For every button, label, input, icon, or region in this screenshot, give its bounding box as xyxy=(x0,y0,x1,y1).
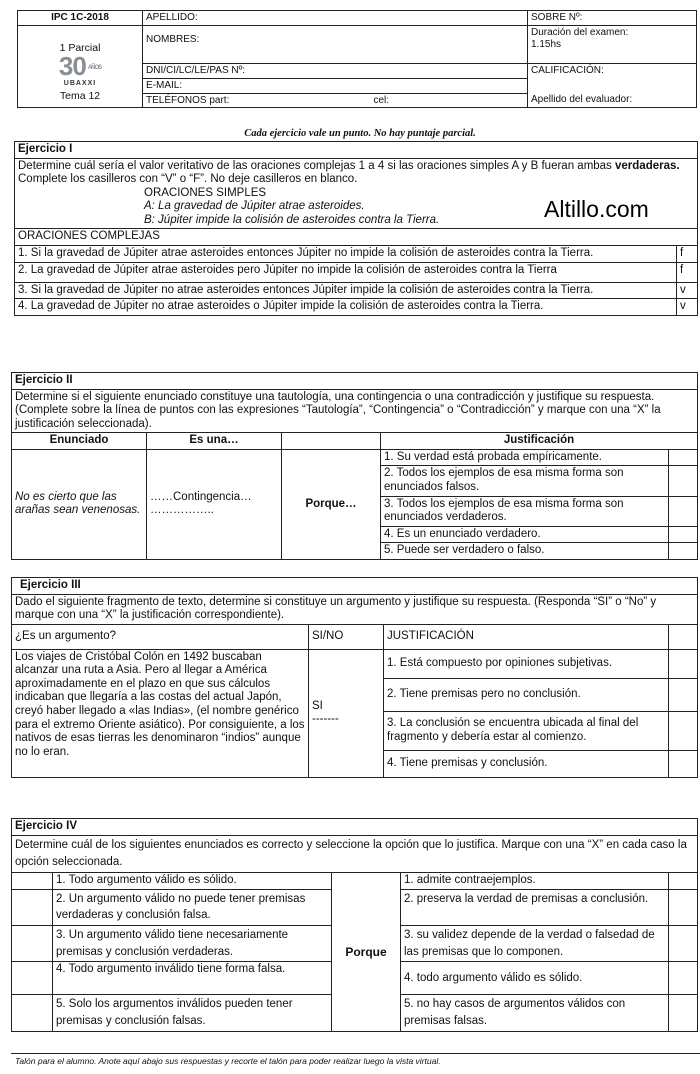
ej2-enunciado: No es cierto que las arañas sean venenosas. xyxy=(12,449,147,559)
ej2-esuna-line1: ……Contingencia… xyxy=(150,490,252,503)
ej3-col-justificacion: JUSTIFICACIÓN xyxy=(384,624,669,649)
ej4-left-3: 3. Un argumento válido tiene necesariamente premisas y conclusión verdaderas. xyxy=(53,925,332,961)
ej3-col-question: ¿Es un argumento? xyxy=(12,624,309,649)
ej1-title: Ejercicio I xyxy=(15,142,698,159)
ej4-right-mark-5[interactable] xyxy=(669,995,698,1031)
ejercicio-1-table xyxy=(14,141,698,316)
ej3-answer[interactable] xyxy=(309,649,384,777)
course-label: IPC 1C-2018 xyxy=(18,11,143,26)
tema-label: Tema 12 xyxy=(59,89,101,102)
ej4-right-5: 5. no hay casos de argumentos válidos con premisas falsas. xyxy=(401,995,669,1031)
ej3-option-4: 4. Tiene premisas y conclusión. xyxy=(384,750,669,777)
dni-field[interactable]: DNI/CI/LC/LE/PAS Nº: xyxy=(143,63,528,78)
ej1-row-3: 3. Si la gravedad de Júpiter no atrae asteroides entonces Júpiter impide la colisión de asteroides contra la Tierra. xyxy=(15,282,677,299)
ej2-option-1: 1. Su verdad está probada empíricamente. xyxy=(381,449,669,466)
ej4-porque: Porque xyxy=(332,873,401,1032)
ej1-simple-a: A: La gravedad de Júpiter atrae asteroides. xyxy=(144,200,365,213)
apellido-field[interactable]: APELLIDO: xyxy=(143,11,528,26)
ej1-answer-4[interactable]: v xyxy=(677,299,698,316)
nombres-field[interactable]: NOMBRES: xyxy=(143,25,528,63)
ej3-mark-4[interactable] xyxy=(669,750,698,777)
ej2-esuna-answer[interactable] xyxy=(147,449,282,559)
ej4-right-2: 2. preserva la verdad de premisas a conclusión. xyxy=(401,889,669,925)
ej4-left-mark-3[interactable] xyxy=(12,925,53,961)
ej4-left-mark-1[interactable] xyxy=(12,873,53,890)
ej4-left-5: 5. Solo los argumentos inválidos pueden tener premisas y conclusión falsas. xyxy=(53,995,332,1031)
ej4-intro: Determine cuál de los siguientes enunciados es correcto y seleccione la opción que lo justifica. Marque con una “X” en cada caso la opción seleccionada. xyxy=(12,835,698,873)
ej4-left-mark-4[interactable] xyxy=(12,962,53,995)
ej4-left-4: 4. Todo argumento inválido tiene forma falsa. xyxy=(53,962,332,995)
ej2-option-5: 5. Puede ser verdadero o falso. xyxy=(381,543,669,560)
ej1-row-4: 4. La gravedad de Júpiter no atrae asteroides o Júpiter impide la colisión de asteroides contra la Tierra. xyxy=(15,299,677,316)
ej2-option-2: 2. Todos los ejemplos de esa misma forma son enunciados falsos. xyxy=(381,466,669,496)
cel-label: cel: xyxy=(373,94,390,106)
ej2-mark-5[interactable] xyxy=(669,543,698,560)
telefonos-field[interactable]: TELÉFONOS part: cel: xyxy=(143,93,528,108)
ej1-intro: Determine cuál sería el valor veritativo de las oraciones complejas 1 a 4 si las oraciones simples A y B fueran ambas verdaderas. Complete los casilleros con “V” o “F”. No deje casilleros en blanco. ORACIONES SIMPLES A: La gravedad de Júpiter atrae asteroides. B: Júpiter impide la colisión de asteroides contra la Tierra. xyxy=(15,158,698,229)
ej3-option-2: 2. Tiene premisas pero no conclusión. xyxy=(384,678,669,711)
ej1-simple-b: B: Júpiter impide la colisión de asteroides contra la Tierra. xyxy=(144,213,440,226)
ej2-title: Ejercicio II xyxy=(12,373,698,390)
ej3-answer-value: SI xyxy=(312,699,323,712)
ej3-option-3: 3. La conclusión se encuentra ubicada al final del fragmento y debería estar al comienzo. xyxy=(384,711,669,750)
calificacion-cell xyxy=(528,63,697,108)
ej1-answer-3[interactable]: v xyxy=(677,282,698,299)
ej1-row-1: 1. Si la gravedad de Júpiter atrae asteroides entonces Júpiter no impide la colisión de asteroides contra la Tierra. xyxy=(15,245,677,262)
logo-cell xyxy=(18,25,143,108)
ej1-answer-2[interactable]: f xyxy=(677,262,698,282)
ej1-simples-title: ORACIONES SIMPLES xyxy=(144,186,267,199)
evaluador-label: Apellido del evaluador: xyxy=(531,93,633,105)
ej3-intro: Dado el siguiente fragmento de texto, determine si constituye un argumento y justifique su respuesta. (Responda “SI” o “No” y marque con una “X” la justificación correspondiente). xyxy=(12,594,698,624)
duracion-label: Duración del examen: xyxy=(531,26,629,38)
ej1-answer-1[interactable]: f xyxy=(677,245,698,262)
email-field[interactable]: E-MAIL: xyxy=(143,78,528,93)
ej2-col-enunciado: Enunciado xyxy=(12,433,147,450)
calificacion-label: CALIFICACIÓN: xyxy=(531,64,604,76)
exam-header xyxy=(17,10,697,108)
ej2-mark-2[interactable] xyxy=(669,466,698,496)
ej3-col-mark xyxy=(669,624,698,649)
ej4-right-mark-4[interactable] xyxy=(669,962,698,995)
ej2-option-4: 4. Es un enunciado verdadero. xyxy=(381,526,669,543)
duracion-value: 1.15hs xyxy=(531,38,562,50)
ej1-row-2: 2. La gravedad de Júpiter atrae asteroides pero Júpiter no impide la colisión de asteroides contra la Tierra xyxy=(15,262,677,282)
logo-org-label: UBAXXI xyxy=(63,80,97,88)
ej3-title: Ejercicio III xyxy=(12,578,698,595)
ejercicio-4-table xyxy=(11,818,698,1032)
ej3-answer-line: ------- xyxy=(312,713,339,726)
ej2-col-blank xyxy=(282,433,381,450)
ej3-col-sino: SI/NO xyxy=(309,624,384,649)
ej4-left-1: 1. Todo argumento válido es sólido. xyxy=(53,873,332,890)
ej3-mark-1[interactable] xyxy=(669,649,698,678)
ej2-option-3: 3. Todos los ejemplos de esa misma forma son enunciados verdaderos. xyxy=(381,496,669,526)
ej1-complejas-title: ORACIONES COMPLEJAS xyxy=(15,229,698,246)
ej4-right-mark-1[interactable] xyxy=(669,873,698,890)
ej2-porque: Porque… xyxy=(282,449,381,559)
ejercicio-3-table xyxy=(11,577,698,778)
ej4-right-mark-3[interactable] xyxy=(669,925,698,961)
ej3-mark-2[interactable] xyxy=(669,678,698,711)
ej4-right-1: 1. admite contraejemplos. xyxy=(401,873,669,890)
footer-note: Talón para el alumno. Anote aquí abajo sus respuestas y recorte el talón para poder realizar luego la vista virtual. xyxy=(11,1053,700,1068)
ej2-mark-3[interactable] xyxy=(669,496,698,526)
ej2-intro: Determine si el siguiente enunciado constituye una tautología, una contingencia o una contradicción y justifique su respuesta. (Complete sobre la línea de puntos con las expresiones “Tautología”, “Contingencia” o “Contradicción” y marque con una “X” la justificación seleccionada). xyxy=(12,389,698,433)
ejercicio-2-table xyxy=(11,372,698,560)
duracion-cell xyxy=(528,25,697,63)
instruction-line: Cada ejercicio vale un punto. No hay puntaje parcial. xyxy=(244,128,476,139)
ej2-col-justificacion: Justificación xyxy=(381,433,698,450)
ej4-left-2: 2. Un argumento válido no puede tener premisas verdaderas y conclusión falsa. xyxy=(53,889,332,925)
ej4-right-4: 4. todo argumento válido es sólido. xyxy=(401,962,669,995)
altillo-watermark: Altillo.com xyxy=(544,196,649,222)
ej2-mark-4[interactable] xyxy=(669,526,698,543)
ej4-right-mark-2[interactable] xyxy=(669,889,698,925)
ubaxxi-logo: 30 AÑOS xyxy=(58,51,102,82)
ej4-left-mark-5[interactable] xyxy=(12,995,53,1031)
ej4-left-mark-2[interactable] xyxy=(12,889,53,925)
ej2-mark-1[interactable] xyxy=(669,449,698,466)
ej2-esuna-line2: …………….. xyxy=(150,504,214,517)
ej3-text: Los viajes de Cristóbal Colón en 1492 buscaban alcanzar una ruta a Asia. Pero al llegar a América aproximadamente en el plazo en que sus cálculos indicaban que llegaría a las costas del actual Japón, creyó haber llegado a «las Indias», (el nombre genérico para el extremo Oriente asiático). Por consiguiente, a los nativos de esas tierras les denominaron “indios” aunque no lo eran. xyxy=(12,649,309,777)
ej2-col-esuna: Es una… xyxy=(147,433,282,450)
sobre-field[interactable]: SOBRE Nº: xyxy=(528,11,697,26)
ej4-title: Ejercicio IV xyxy=(12,819,698,836)
ej4-right-3: 3. su validez depende de la verdad o falsedad de las premisas que lo componen. xyxy=(401,925,669,961)
parcial-label: 1 Parcial xyxy=(59,41,101,54)
ej3-mark-3[interactable] xyxy=(669,711,698,750)
ej3-option-1: 1. Está compuesto por opiniones subjetivas. xyxy=(384,649,669,678)
